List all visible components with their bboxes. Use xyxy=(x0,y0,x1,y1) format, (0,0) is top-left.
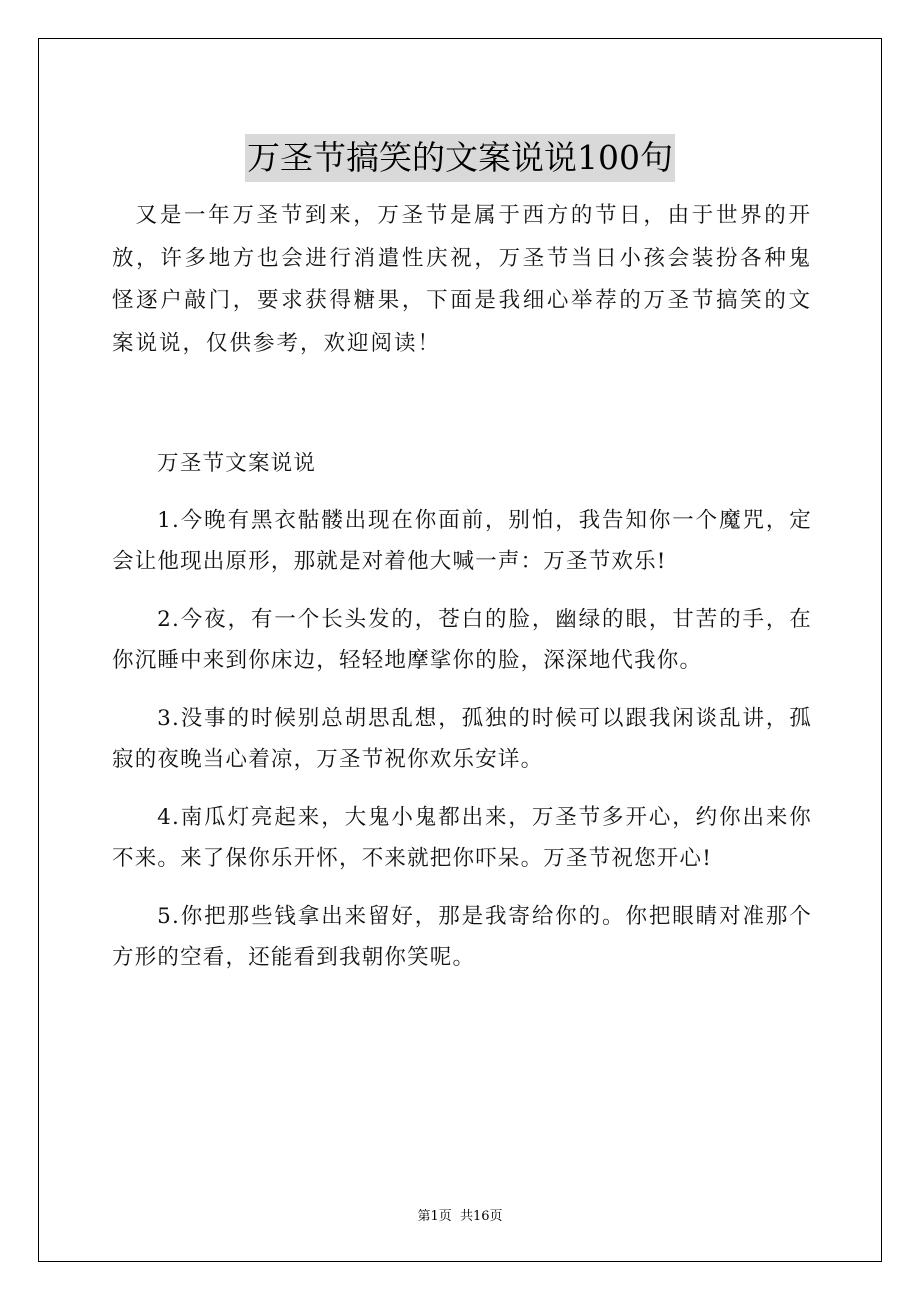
list-item: 3.没事的时候别总胡思乱想，孤独的时候可以跟我闲谈乱讲，孤寂的夜晚当心着凉，万圣节祝你欢乐安详。 xyxy=(112,706,812,772)
list-item: 5.你把那些钱拿出来留好，那是我寄给你的。你把眼睛对准那个方形的空看，还能看到我朝你笑呢。 xyxy=(112,904,812,970)
title-container xyxy=(0,112,920,204)
page-number: 第1页 xyxy=(417,1209,452,1224)
intro-paragraph: 又是一年万圣节到来，万圣节是属于西方的节日，由于世界的开放，许多地方也会进行消遣性庆祝，万圣节当日小孩会装扮各种鬼怪逐户敲门，要求获得糖果，下面是我细心举荐的万圣节搞笑的文案说说，仅供参考，欢迎阅读！ xyxy=(112,203,812,356)
list-item: 2.今夜，有一个长头发的，苍白的脸，幽绿的眼，甘苦的手，在你沉睡中来到你床边，轻轻地摩挲你的脸，深深地代我你。 xyxy=(112,607,812,673)
page-total: 共16页 xyxy=(459,1209,503,1224)
document-body xyxy=(112,195,812,978)
list-item: 1.今晚有黑衣骷髅出现在你面前，别怕，我告知你一个魔咒，定会让他现出原形，那就是对着他大喊一声：万圣节欢乐! xyxy=(112,508,812,574)
document-title: 万圣节搞笑的文案说说100句 xyxy=(245,134,675,182)
section-heading: 万圣节文案说说 xyxy=(157,451,317,476)
list-item: 4.南瓜灯亮起来，大鬼小鬼都出来，万圣节多开心，约你出来你不来。来了保你乐开怀，不来就把你吓呆。万圣节祝您开心! xyxy=(112,805,812,871)
page-footer xyxy=(0,1205,920,1224)
